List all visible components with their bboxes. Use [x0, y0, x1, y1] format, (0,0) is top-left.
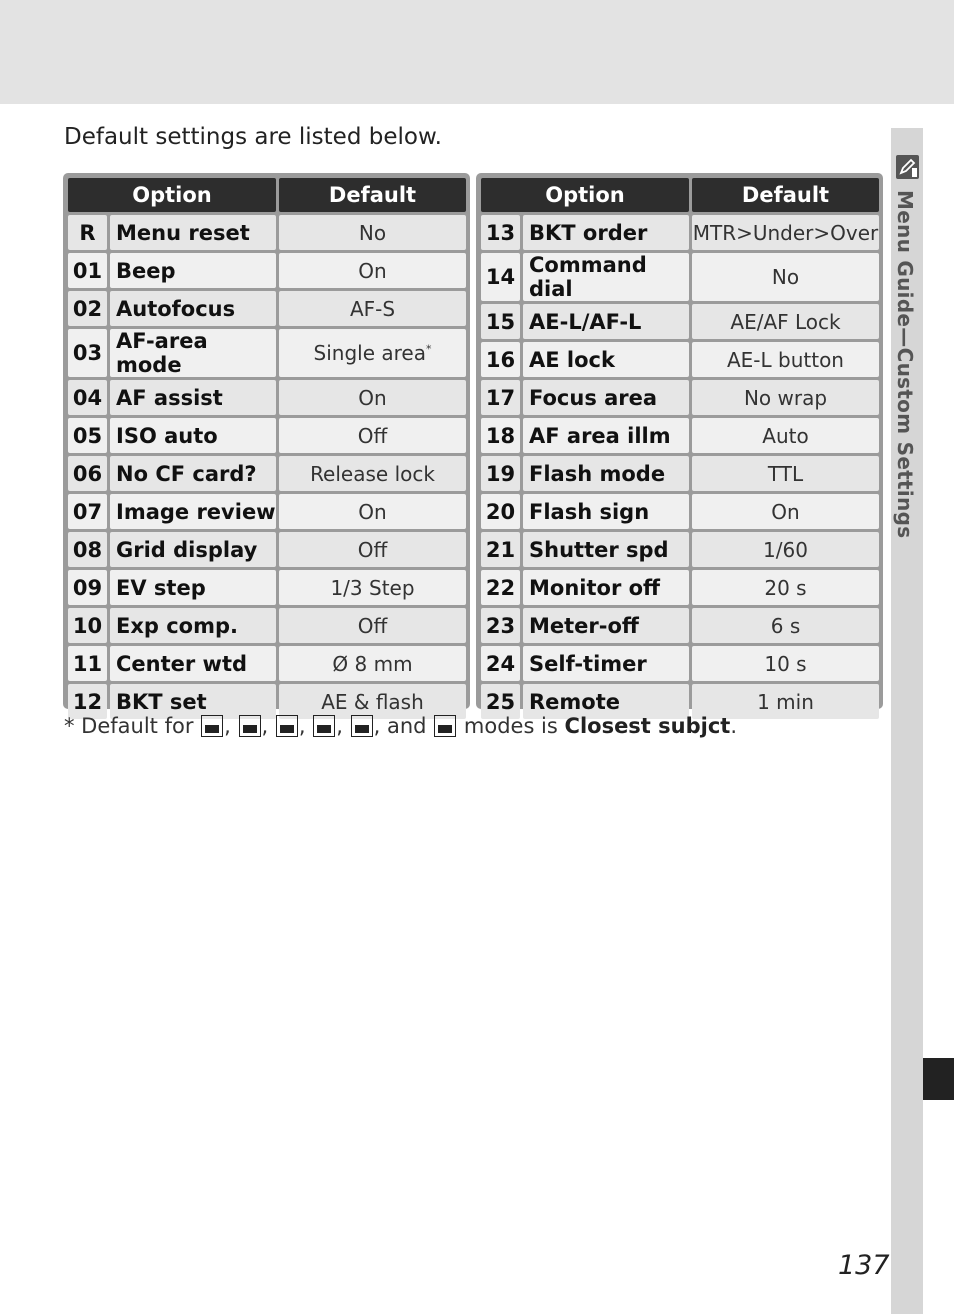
- page-number: 137: [838, 1250, 890, 1281]
- footnote-suffix: modes is: [463, 714, 558, 738]
- table-row: [68, 570, 466, 605]
- footnote-sep: ,: [298, 714, 306, 738]
- footnote-sep: ,: [261, 714, 269, 738]
- setting-number: 18: [481, 418, 520, 453]
- setting-number: 02: [68, 291, 107, 326]
- default-value: Off: [357, 423, 388, 448]
- setting-number: 09: [68, 570, 107, 605]
- option-header: Option: [68, 178, 276, 212]
- table-row: [481, 418, 879, 453]
- table-row: [68, 494, 466, 529]
- intro-text: Default settings are listed below.: [64, 124, 442, 150]
- setting-default: [692, 646, 879, 681]
- setting-default: [692, 494, 879, 529]
- setting-number: 25: [481, 684, 520, 719]
- default-header: Default: [279, 178, 466, 212]
- setting-number: 08: [68, 532, 107, 567]
- setting-option: Self-timer: [523, 646, 689, 681]
- default-value: No wrap: [743, 385, 828, 410]
- setting-default: [692, 532, 879, 567]
- footnote-sep: ,: [336, 714, 343, 738]
- default-value: No: [771, 265, 800, 289]
- table-row: [481, 215, 879, 250]
- table-row: [68, 253, 466, 288]
- setting-number: 04: [68, 380, 107, 415]
- table-row: [481, 570, 879, 605]
- table-row: [481, 646, 879, 681]
- section-label: [891, 128, 923, 539]
- table-row: [481, 253, 879, 301]
- night-portrait-mode-icon: [434, 715, 456, 737]
- table-row: [68, 418, 466, 453]
- footnote: [64, 714, 737, 738]
- setting-option: Command dial: [523, 253, 689, 301]
- setting-number: 14: [481, 253, 520, 301]
- setting-option: Exp comp.: [110, 608, 276, 643]
- setting-default: [692, 608, 879, 643]
- default-value: Ø 8 mm: [332, 651, 413, 676]
- default-value: On: [358, 385, 387, 410]
- setting-number: 16: [481, 342, 520, 377]
- default-value: 1/60: [763, 537, 808, 562]
- portrait-mode-icon: [239, 715, 261, 737]
- footnote-marker: *: [425, 342, 432, 356]
- setting-option: BKT order: [523, 215, 689, 250]
- default-value: No: [358, 220, 387, 245]
- setting-option: ISO auto: [110, 418, 276, 453]
- table-row: [481, 304, 879, 339]
- setting-number: 03: [68, 329, 107, 377]
- default-value: Off: [357, 613, 388, 638]
- table-row: [68, 646, 466, 681]
- setting-option: Menu reset: [110, 215, 276, 250]
- footnote-prefix: * Default for: [64, 714, 194, 738]
- option-header: Option: [481, 178, 689, 212]
- table-row: [481, 532, 879, 567]
- setting-number: 01: [68, 253, 107, 288]
- setting-number: 13: [481, 215, 520, 250]
- setting-option: AE lock: [523, 342, 689, 377]
- default-value: On: [358, 499, 387, 524]
- section-sidebar: [891, 128, 923, 1314]
- default-value: AF-S: [349, 296, 396, 321]
- auto-mode-icon: [201, 715, 223, 737]
- default-value: Release lock: [310, 461, 435, 486]
- setting-number: 11: [68, 646, 107, 681]
- section-title: Menu Guide—Custom Settings: [893, 190, 917, 539]
- setting-default: [692, 342, 879, 377]
- setting-option: Shutter spd: [523, 532, 689, 567]
- setting-default: [279, 215, 466, 250]
- table-row: [68, 380, 466, 415]
- setting-number: 20: [481, 494, 520, 529]
- setting-option: EV step: [110, 570, 276, 605]
- setting-default: [692, 215, 879, 250]
- setting-number: 15: [481, 304, 520, 339]
- table-row: [481, 380, 879, 415]
- setting-default: [692, 570, 879, 605]
- default-value: 20 s: [764, 575, 807, 600]
- settings-table-right: [476, 173, 883, 714]
- setting-default: [279, 329, 466, 377]
- default-value: AE/AF Lock: [730, 309, 841, 334]
- setting-number: 19: [481, 456, 520, 491]
- setting-default: [279, 380, 466, 415]
- default-value: AE & flash: [321, 689, 424, 714]
- setting-number: 12: [68, 684, 107, 719]
- setting-default: [692, 456, 879, 491]
- setting-option: Autofocus: [110, 291, 276, 326]
- table-row: [68, 215, 466, 250]
- default-value: Auto: [762, 423, 809, 448]
- settings-table-left: [63, 173, 470, 714]
- table-row: [481, 494, 879, 529]
- default-value: Single area: [313, 341, 426, 365]
- setting-number: 21: [481, 532, 520, 567]
- setting-default: [279, 608, 466, 643]
- setting-default: [279, 456, 466, 491]
- setting-option: AE-L/AF-L: [523, 304, 689, 339]
- setting-option: Remote: [523, 684, 689, 719]
- setting-option: Flash mode: [523, 456, 689, 491]
- default-value: 6 s: [770, 613, 801, 638]
- pencil-menu-icon: [895, 154, 920, 180]
- setting-number: 24: [481, 646, 520, 681]
- setting-option: AF-area mode: [110, 329, 276, 377]
- table-row: [68, 532, 466, 567]
- setting-number: 07: [68, 494, 107, 529]
- default-value: 10 s: [764, 651, 807, 676]
- footnote-and: , and: [373, 714, 427, 738]
- setting-number: 05: [68, 418, 107, 453]
- setting-option: AF area illm: [523, 418, 689, 453]
- table-row: [68, 608, 466, 643]
- landscape-mode-icon: [276, 715, 298, 737]
- header-band: [0, 0, 954, 104]
- setting-default: [279, 532, 466, 567]
- setting-option: Flash sign: [523, 494, 689, 529]
- setting-option: AF assist: [110, 380, 276, 415]
- table-row: [68, 329, 466, 377]
- default-value: On: [771, 499, 800, 524]
- footnote-end: .: [730, 714, 738, 738]
- section-tab-marker: [923, 1058, 954, 1100]
- setting-number: 06: [68, 456, 107, 491]
- default-value: AE-L button: [726, 347, 844, 372]
- setting-number: 23: [481, 608, 520, 643]
- default-value: 1/3 Step: [330, 575, 415, 600]
- setting-option: Beep: [110, 253, 276, 288]
- footnote-sep: ,: [224, 714, 231, 738]
- setting-default: [692, 253, 879, 301]
- footnote-bold: Closest subjct: [564, 714, 731, 738]
- setting-option: Center wtd: [110, 646, 276, 681]
- default-value: 1 min: [757, 689, 814, 714]
- setting-option: Image review: [110, 494, 276, 529]
- setting-default: [279, 494, 466, 529]
- default-value: TTL: [767, 461, 804, 486]
- sports-mode-icon: [313, 715, 335, 737]
- setting-option: BKT set: [110, 684, 276, 719]
- setting-number: 17: [481, 380, 520, 415]
- night-landscape-mode-icon: [351, 715, 373, 737]
- setting-default: [279, 646, 466, 681]
- setting-number: R: [68, 215, 107, 250]
- default-header: Default: [692, 178, 879, 212]
- table-row: [481, 342, 879, 377]
- setting-option: Focus area: [523, 380, 689, 415]
- table-header-row: [481, 178, 879, 212]
- setting-default: [692, 304, 879, 339]
- setting-default: [692, 418, 879, 453]
- setting-default: [692, 380, 879, 415]
- table-row: [68, 291, 466, 326]
- setting-option: Monitor off: [523, 570, 689, 605]
- table-row: [481, 456, 879, 491]
- default-value: Off: [357, 537, 388, 562]
- setting-option: Grid display: [110, 532, 276, 567]
- setting-number: 10: [68, 608, 107, 643]
- setting-number: 22: [481, 570, 520, 605]
- table-header-row: [68, 178, 466, 212]
- default-value: On: [358, 258, 387, 283]
- table-row: [68, 456, 466, 491]
- setting-default: [279, 570, 466, 605]
- table-row: [481, 608, 879, 643]
- setting-option: Meter-off: [523, 608, 689, 643]
- setting-default: [279, 253, 466, 288]
- setting-default: [279, 418, 466, 453]
- setting-option: No CF card?: [110, 456, 276, 491]
- default-value: MTR>Under>Over: [692, 220, 879, 245]
- setting-default: [279, 291, 466, 326]
